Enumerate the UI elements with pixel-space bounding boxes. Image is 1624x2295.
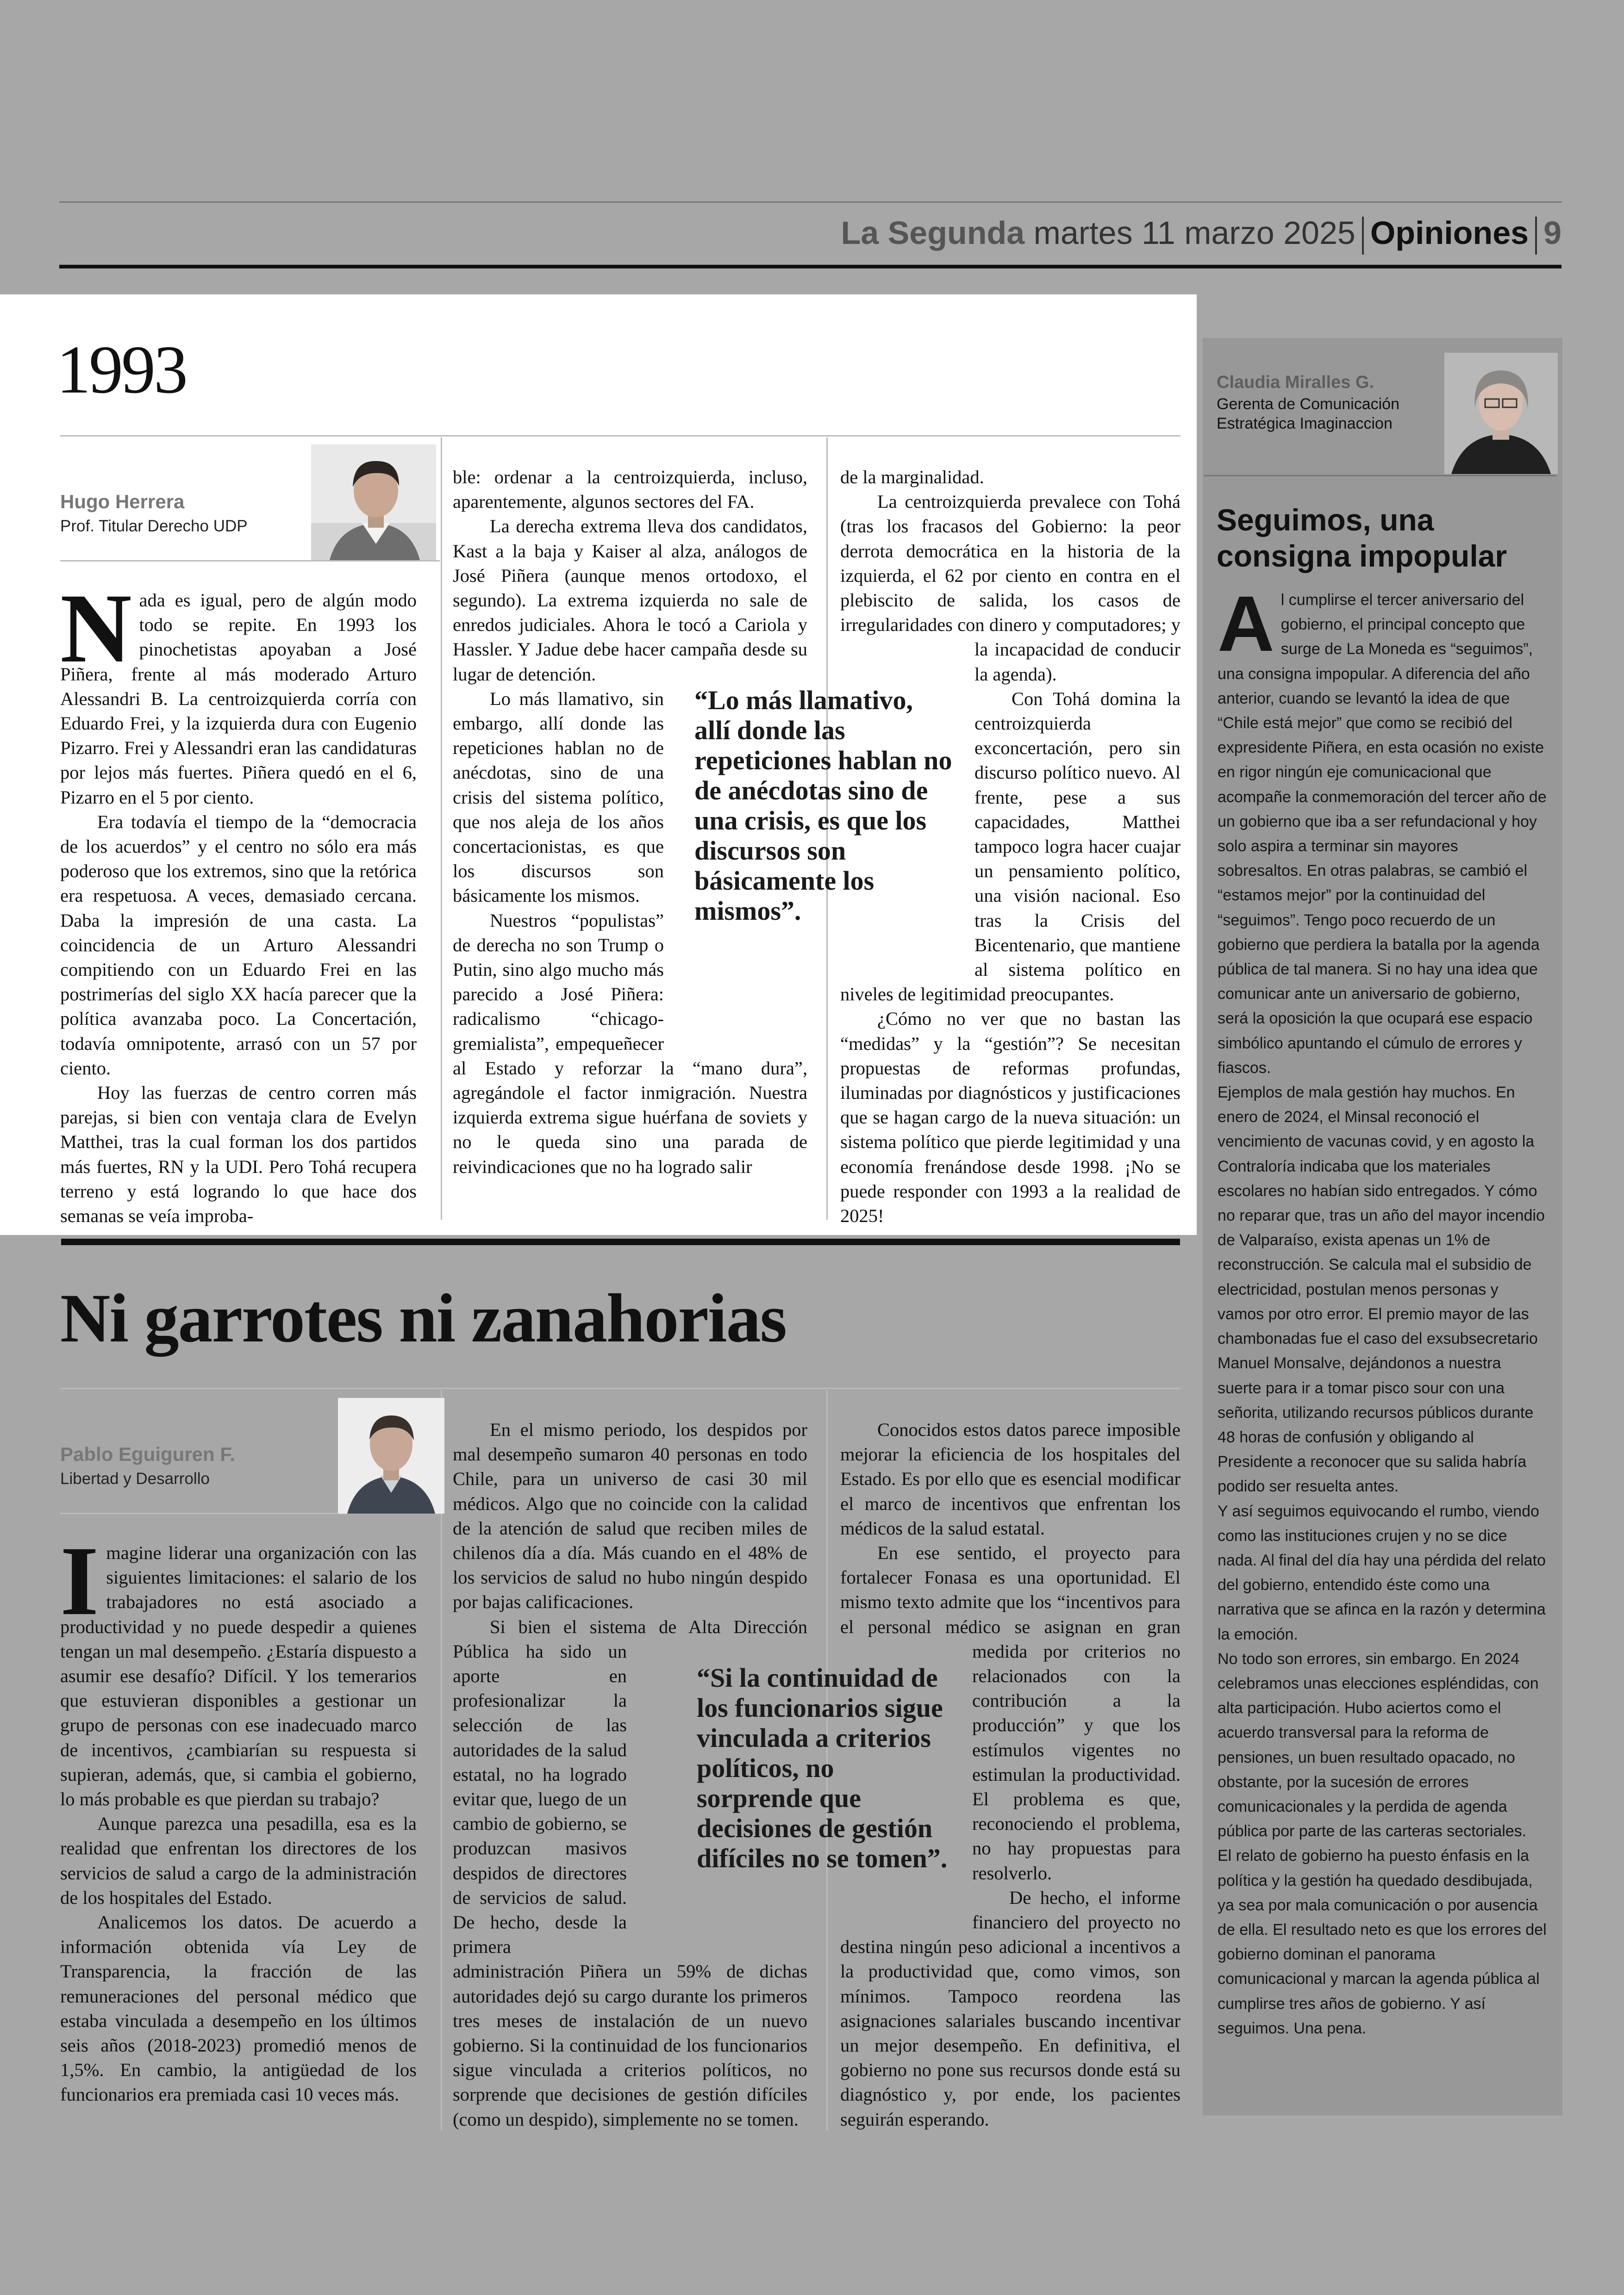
author-role: Libertad y Desarrollo — [60, 1470, 210, 1488]
paragraph: Con Tohá domina la centroizquierda exconcertación, pero sin discurso político nuevo. Al frente, pese a sus capacidades, Matthei tampoco logra hacer cuajar un pensamiento político, una visión nacional. Eso tras la Crisis del Bicentenario, que mantiene al sistema político en niveles de legitimidad preocupantes. — [840, 688, 1181, 1005]
paragraph: l cumplirse el tercer aniversario del gobierno, el principal concepto que surge de La Moneda es “seguimos”, una consigna impopular. A diferencia del año anterior, cuando se levantó la idea de que “Chile está mejor” que como se recibió del expresidente Piñera, en esta ocasión no existe en rigor ningún eje comunicacional que acompañe la conmemoración del tercer año de un gobierno que iba a ser refundacional y hoy solo aspira a terminar sin mayores sobresaltos. En otras palabras, se cambió el “estamos mejor” por la continuidad del “seguimos”. Tengo poco recuerdo de un gobierno que perdiera la batalla por la agenda pública de tal manera. Si no hay una idea que comunicar ante un aniversario de gobierno, será la oposición la que ocupará ese espacio simbólico apuntando el cúmulo de errores y fiascos. — [1218, 591, 1547, 1077]
paragraph: La derecha extrema lleva dos candidatos, Kast a la baja y Kaiser al alza, análogos de José Piñera (aunque menos ortodoxo, el segundo). La extrema izquierda no sale de enredos judiciales. Ahora le tocó a Cariola y Hassler. Y Jadue debe hacer campaña desde su lugar de detención. — [453, 516, 807, 685]
column-divider — [441, 437, 442, 1220]
sidebar-byline — [1217, 370, 1411, 433]
paragraph: magine liderar una organización con las siguientes limitaciones: el salario de los trabajadores no está asociado a productividad y no puede despedir a quienes tengan un mal desempeño. ¿Estaría dispuesto a asumir ese desafío? Difícil. Y los temerarios que estuvieran disponibles a gestionar un grupo de personas con ese inadecuado marco de incentivos, ¿cambiarían su respuesta si supieran, además, que, si cambia el gobierno, lo más probable es que pierdan su trabajo? — [60, 1542, 417, 1810]
paragraph: Lo más llamativo, sin embargo, allí donde las repeticiones hablan no de anécdotas, sino de una crisis del sistema político, que nos aleja de los años concertacionistas, es que los discursos son básicamente los mismos. — [453, 688, 664, 906]
paragraph: El relato de gobierno ha puesto énfasis en la política y la gestión ha quedado desdibujada, ya sea por mala comunicación o por ausencia de ella. El resultado neto es que los errores del gobierno dominan el panorama comunicacional y marcan la agenda pública al cumplirse tres años de gobierno. Y así seguimos. Una pena. — [1218, 1847, 1547, 2037]
paragraph: ada es igual, pero de algún modo todo se repite. En 1993 los pinochetistas apoyaban a José Piñera, frente al más moderado Arturo Alessandri B. La centroizquierda corría con Eduardo Frei, y la izquierda dura con Eugenio Pizarro. Frei y Alessandri eran las candidaturas por lejos más fuertes. Piñera quedó en el 6, Pizarro en el 5 por ciento. — [60, 590, 417, 808]
article-separator-rule — [61, 1239, 1180, 1245]
paragraph: Ejemplos de mala gestión hay muchos. En enero de 2024, el Minsal reconoció el vencimiento de vacunas covid, y en agosto la Contraloría indicaba que los materiales escolares no habían sido entregados. Y cómo no reparar que, tras un año del mayor incendio de Valparaíso, exista apenas un 1% de reconstrucción. Se calcula mal el subsidio de electricidad, postulan menos personas y vamos por otro error. El premio mayor de las chambonadas fue el caso del exsubsecretario Manuel Monsalve, dejándonos a nuestra suerte para ir a tomar pisco sour con una señorita, utilizando recursos públicos durante 48 horas de confusión y obligando al Presidente a reconocer que su salida habría podido ser resuelta antes. — [1218, 1084, 1545, 1496]
drop-cap: N — [60, 574, 132, 683]
paragraph: ble: ordenar a la centroizquierda, incluso, aparentemente, algunos sectores del FA. — [453, 467, 807, 512]
section-name: Opiniones — [1370, 215, 1529, 251]
article-1-pull-quote: “Lo más llamativo, allí donde las repeticiones hablan no de anécdotas sino de una crisis, es que los discursos son básicamente los mismos”. — [694, 685, 952, 926]
paragraph: De hecho, el informe financiero del proyecto no destina ningún peso adicional a incentivos a la productividad que, como vimos, son mínimos. Tampoco reordena las asignaciones salariales buscando incentivar un mejor desempeño. En definitiva, el gobierno no pone sus recursos donde está su diagnóstico y, por ende, los pacientes seguirán esperando. — [840, 1887, 1181, 2130]
newspaper-name: La Segunda — [841, 215, 1025, 251]
article-1-byline — [60, 489, 248, 538]
author-photo — [311, 444, 436, 560]
drop-cap: I — [60, 1526, 99, 1636]
paragraph: En el mismo periodo, los despidos por mal desempeño sumaron 40 personas en todo Chile, para un universo de casi 30 mil médicos. Algo que no coincide con la calidad de la atención de salud que reciben miles de chilenos día a día. Más cuando en el 48% de los servicios de salud no hubo ningún despido por bajas calificaciones. — [453, 1419, 807, 1613]
paragraph: Era todavía el tiempo de la “democracia de los acuerdos” y el centro no sólo era más poderoso que los extremos, sino que la retórica era respetuosa. A veces, demasiado cercana. Daba la impresión de una casta. La coincidencia de un Arturo Alessandri compitiendo con un Eduardo Frei en las postrimerías del siglo XX hacía parecer que la política avanzaba poco. La Concertación, todavía omnipotente, arrasó con un 57 por ciento. — [60, 811, 417, 1079]
sidebar-author-rule — [1204, 475, 1556, 476]
article-2-column-1 — [60, 1526, 417, 2107]
author-name: Claudia Miralles G. — [1217, 373, 1374, 392]
author-role: Prof. Titular Derecho UDP — [60, 517, 248, 535]
article-1-column-1 — [60, 574, 417, 1228]
drop-cap: A — [1218, 580, 1274, 668]
paragraph: La centroizquierda prevalece con Tohá (tras los fracasos del Gobierno: la peor derrota democrática en la historia de la izquierda, el 62 por ciento en contra en el plebiscito de salida, los casos de irregularidades con dinero y computadores; y la incapacidad de conducir la agenda). — [840, 491, 1181, 685]
author-photo — [1444, 353, 1558, 474]
header-top-rule — [59, 201, 1562, 203]
paragraph: Y así seguimos equivocando el rumbo, viendo como las instituciones crujen y no se dice nada. Al final del día hay una pérdida del relato del gobierno, entendido éste como una narrativa que se afinca en la razón y determina la emoción. — [1218, 1502, 1546, 1643]
author-name: Pablo Eguiguren F. — [60, 1443, 236, 1465]
paragraph: Hoy las fuerzas de centro corren más parejas, si bien con ventaja clara de Evelyn Matthei, tras la cual forman los dos partidos más fuertes, RN y la UDI. Pero Tohá recupera terreno y está logrando lo que hace dos semanas se veía improba- — [60, 1082, 417, 1227]
article-2-title: Ni garrotes ni zanahorias — [60, 1280, 786, 1357]
issue-date: martes 11 marzo 2025 — [1033, 215, 1355, 251]
article-1-author-rule — [60, 560, 440, 561]
author-role: Gerenta de Comunicación Estratégica Imaginaccion — [1217, 395, 1400, 432]
masthead — [59, 207, 1562, 263]
paragraph: Conocidos estos datos parece imposible mejorar la eficiencia de los hospitales del Estado. Es por ello que es esencial modificar el marco de incentivos que enfrentan los médicos de la salud estatal. — [840, 1419, 1181, 1539]
sidebar-body — [1218, 580, 1547, 2041]
masthead-divider — [1362, 217, 1364, 255]
paragraph: En ese sentido, el proyecto para fortalecer Fonasa es una oportunidad. El mismo texto admite que los “incentivos para el personal médico se asignan en gran medida por criterios no relacionados con la contribución a la producción” y que los estímulos vigentes no estimulan la productividad. El problema es que, reconociendo el problema, no hay propuestas para resolverlo. — [840, 1542, 1181, 1883]
paragraph: Nuestros “populistas” de derecha no son Trump o Putin, sino algo mucho más parecido a José Piñera: radicalismo “chicago-gremialista”, empequeñecer al Estado y reforzar la “mano dura”, agregándole el factor inmigración. Nuestra izquierda extrema sigue huérfana de soviets y no le queda sino una parada de reivindicaciones que no ha logrado salir — [453, 910, 807, 1177]
paragraph: Analicemos los datos. De acuerdo a información obtenida vía Ley de Transparencia, la fracción de las remuneraciones del personal médico que estaba vinculada a desempeño en los últimos seis años (2018-2023) promedió menos de 1,5%. En cambio, la antigüedad de los funcionarios era premiada casi 10 veces más. — [60, 1912, 417, 2105]
author-photo — [338, 1398, 444, 1514]
paragraph: Aunque parezca una pesadilla, esa es la realidad que enfrentan los directores de los servicios de salud a cargo de la administración de los hospitales del Estado. — [60, 1813, 417, 1908]
header-bottom-rule — [59, 265, 1562, 268]
paragraph: Si bien el sistema de Alta Dirección Pública ha sido un aporte en profesionalizar la selección de las autoridades de la salud estatal, no ha logrado evitar que, luego de un cambio de gobierno, se produzcan masivos despidos de directores de servicios de salud. De hecho, desde la primera administración Piñera un 59% de dichas autoridades dejó su cargo durante los primeros tres meses de instalación de un nuevo gobierno. Si la continuidad de los funcionarios sigue vinculada a criterios políticos, no sorprende que decisiones de gestión difíciles (como un despido), simplemente no se tomen. — [453, 1616, 807, 2130]
article-2-title-rule — [60, 1388, 1181, 1389]
paragraph: de la marginalidad. — [840, 467, 984, 487]
paragraph: ¿Cómo no ver que no bastan las “medidas” y la “gestión”? Se necesitan propuestas de reformas profundas, iluminadas por diagnósticos y justificaciones que se hagan cargo de la nueva situación: un sistema político que pierde legitimidad y una economía frenándose desde 1998. ¡No se puede responder con 1993 a la realidad de 2025! — [840, 1008, 1181, 1227]
article-2-pull-quote: “Si la continuidad de los funcionarios sigue vinculada a criterios políticos, no sorprende que decisiones de gestión difíciles no se tomen”. — [697, 1663, 948, 1873]
article-1-title-rule — [60, 435, 1181, 437]
sidebar-title: Seguimos, una consigna impopular — [1217, 503, 1507, 573]
paragraph: No todo son errores, sin embargo. En 2024 celebramos unas elecciones espléndidas, con alta participación. Hubo aciertos como el acuerdo transversal para la reforma de pensiones, un buen resultado opacado, no obstante, por la sucesión de errores comunicacionales y la perdida de agenda pública por parte de las carteras sectoriales. — [1218, 1650, 1539, 1840]
author-name: Hugo Herrera — [60, 491, 185, 512]
masthead-divider — [1535, 217, 1537, 255]
article-1-title: 1993 — [56, 332, 186, 408]
article-2-byline — [60, 1441, 235, 1491]
page-number: 9 — [1543, 215, 1562, 251]
